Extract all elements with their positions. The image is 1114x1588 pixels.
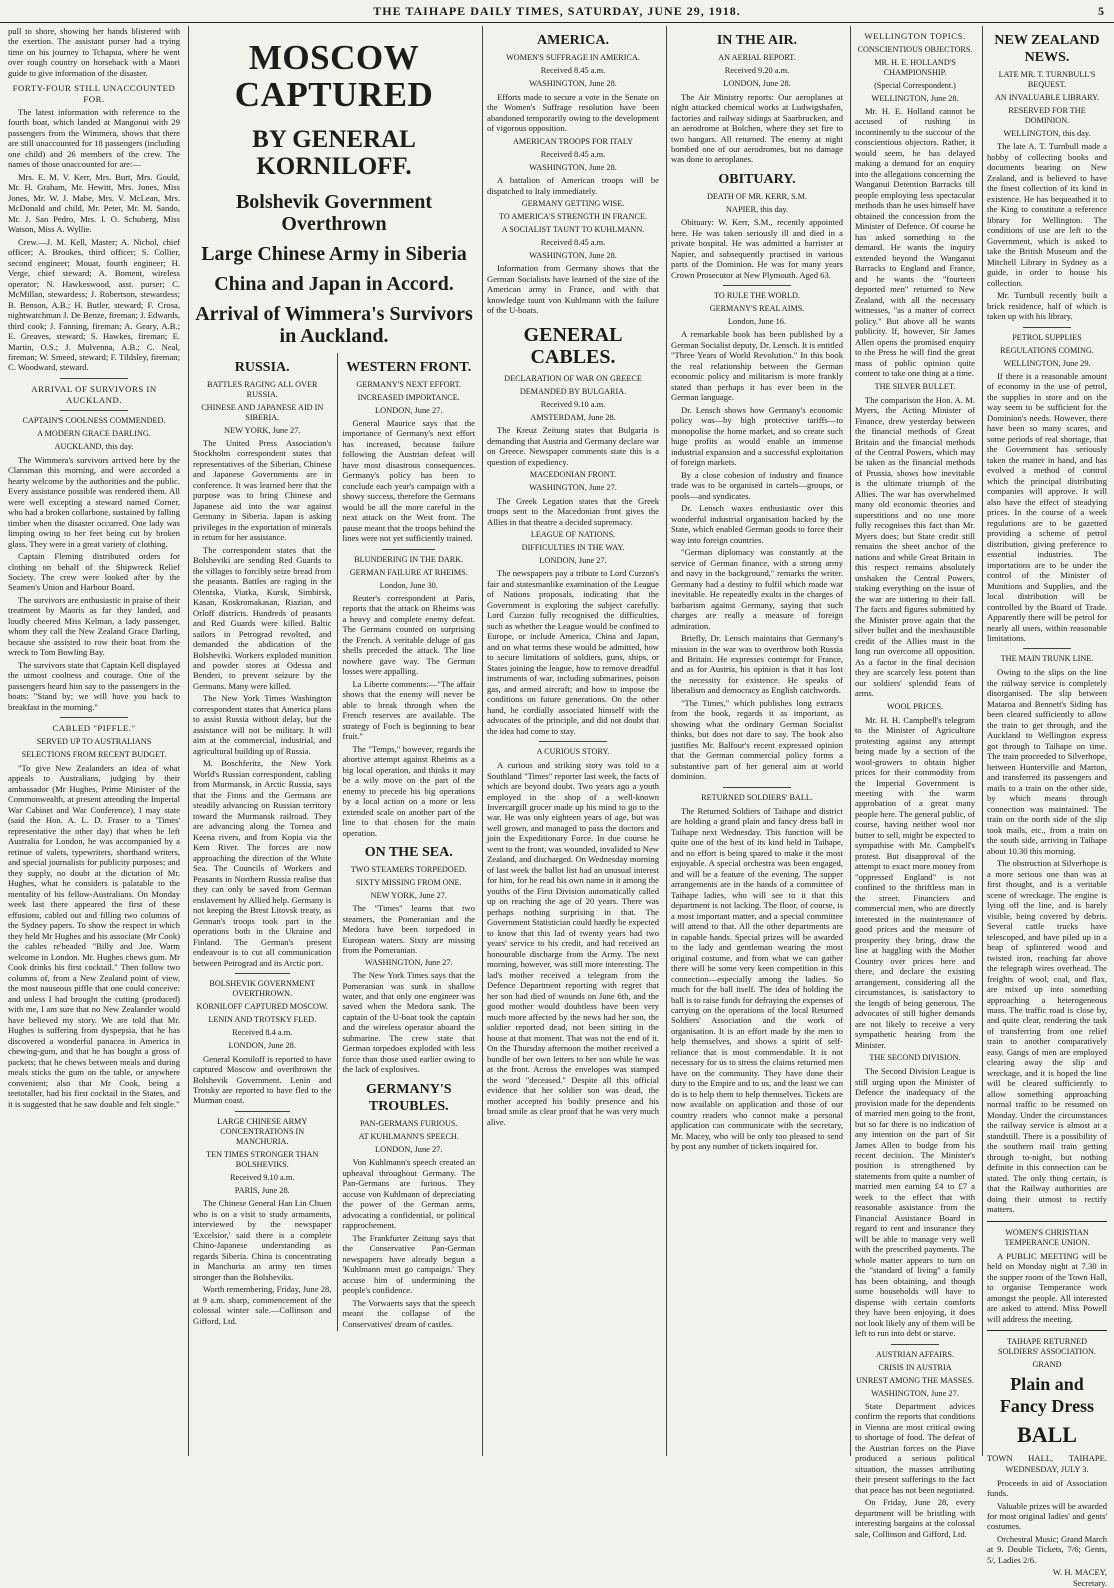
- page-number: 5: [1098, 4, 1104, 18]
- dateline: LONDON, June 28.: [228, 1041, 296, 1051]
- dateline: LONDON, June 28.: [723, 79, 791, 89]
- article-text: General Korniloff is reported to have captured Moscow and overthrown the Bolshevik Government. Lenin and Trotsky are reported to have fled to the Murman coast.: [193, 1053, 332, 1106]
- column-4: [666, 26, 847, 1456]
- sub-heading: TO RULE THE WORLD.: [714, 291, 800, 301]
- article-text: pull to shore, showing her hands blistered with the exertion. The assistant purser had a trying time on his journey to Tchapua, where he went over rough country on horseback with a Maori guide to give information of the disaster.: [8, 26, 180, 78]
- article-text: The Second Division League is still urging upon the Minister of Defence the inadequacy of the provision made for the dependents of married men going to the front, but so far there is no indication of any intention on the part of Sir James Allen to budge from his recent decision. The Minister's position is strengthened by statements from quite a number of married men earning £4 to £7 a week to the effect that with reasonable assistance from the Financial Assistance Board in regard to rent and insurance they will be able to manage very well with the prescribed payments. The whole matter appears to turn on the "standard of living" a family has been obtaining, and though some households will have to dispense with certain comforts they have been enjoying, it does not look likely any of them will be left to run into debt or starve.: [855, 1066, 975, 1339]
- sub-heading: THE MAIN TRUNK LINE.: [1000, 654, 1094, 664]
- dateline: WELLINGTON, June 29.: [1003, 358, 1091, 368]
- sub-columns: [193, 353, 475, 1332]
- column-2: [188, 26, 479, 1456]
- received-time: Received 8.4 a.m.: [232, 1028, 293, 1038]
- section-heading: ARRIVAL OF SURVIVORS IN AUCKLAND.: [31, 383, 157, 405]
- section-heading: CABLED "PIFFLE.": [52, 723, 136, 734]
- sub-heading: SIXTY MISSING FROM ONE.: [355, 878, 462, 888]
- dateline: LONDON, June 27.: [375, 405, 443, 415]
- article-text: Dr. Lensch waxes enthusiastic over this wonderful industrial organisation backed by the State, which enabled German goods to force their way into foreign countries.: [671, 503, 843, 545]
- article-text: The Chinese General Han Lin Chuen who is on a visit to study armaments, interviewed by the newspaper 'Excelsior,' said there is a complete Chino-Japanese understanding as regards Siberia. China is concentrating in Manchuria an army ten times stronger than the Bolsheviks.: [193, 1198, 332, 1282]
- article-text: Efforts made to secure a vote in the Senate on the Women's Suffrage resolution have been abandoned temporarily owing to the development of vigorous opposition.: [487, 91, 659, 134]
- divider: [60, 717, 129, 718]
- dateline: LONDON, June 27.: [375, 1145, 443, 1155]
- article-text: A curious and striking story was told to a Southland "Times" reporter last week, the facts of which are beyond doubt. Two years ago a youth employed in the shop of a well-known Invercargill grocer made up his mind to go to the war. He was only eighteen years of age, but was well grown, and managed to pass the doctors and join the Expeditionary Force. In due course he went to the front, was wounded, invalided to New Zealand, and discharged. On Wednesday morning of last week the ballot list had an unusual interest for him, for he read his own name in it among the youths of the First Division automatically called up on reaching the age of 20 years. There was perhaps nothing surprising in that. The Government Statistician could hardly be expected to know that this lad of twenty years had two years' service to his credit, and had received an honourable discharge from the Army. The next morning, however, was still more interesting. The lad's mother received a telegram from the Defence Department reporting with regret that her son had died of wounds on June 6th, and the good mother would doubtless have been very much more affected by the news had her son, the soldier reported dead, not been sitting in the house at that moment. That was not the end of it. On the Thursday afternoon the mother received a bundle of her own letters to her son while he was at the front. Across the envelopes was stamped the word "deceased." Despite all this official evidence that her soldier son was dead, the mother accepted his bodily presence and his broad smile as clear proof that he was very much alive.: [487, 760, 659, 1127]
- article-text: A remarkable book has been published by a German Socialist deputy, Dr. Lensch. It is entitled "Three Years of World Revolution." In this book the real relationship between the German economic policy and militarism is more frankly stated than perhaps it has ever been in the German language.: [671, 329, 843, 403]
- sub-heading: MACEDONIAN FRONT.: [529, 470, 617, 480]
- article-text: Obituary: W. Kerr, S.M., recently appointed here. He was taken seriously ill and died in a private hospital. He was admitted a barrister at Napier, and subsequently practised in various parts of the Dominion. He was for many years Crown Prosecutor at New Plymouth. Aged 63.: [671, 217, 843, 280]
- venue-word: TAIHAPE.: [1068, 1452, 1107, 1463]
- dateline: WASHINGTON, June 27.: [871, 1388, 959, 1398]
- received-time: Received 8.45 a.m.: [540, 149, 606, 159]
- article-text: Mr. H. E. Holland cannot be accused of rushing in incontinently to the succour of the conscientious objectors. Rather, it would seem, he has delayed making a demand for an enquiry into the allegations concerning the Wanganui Detention Barracks till people employing less spectacular methods than he uses himself have obtained the concession from the Minister of Defence. Of course he has asked something to the demand. He wants the inquiry extended beyond the Wanganui Barracks to England and France, and he wants the "fourteen deported men" returned to New Zealand, with all the necessary witnesses, "as a matter of correct policy." But above all he wants publicity. If, however, Sir James Allen opens the promised enquiry to the Press he will find the great mass of public opinion quite content to take one thing at a time.: [855, 105, 975, 379]
- sub-heading: DEATH OF MR. KERR, S.M.: [706, 192, 808, 202]
- newspaper-columns: [4, 26, 1110, 1588]
- received-time: Received 9.10 a.m.: [230, 1172, 295, 1182]
- dateline: NEW YORK, June 27.: [370, 891, 447, 901]
- sub-heading: AT KUHLMANN'S SPEECH.: [358, 1132, 459, 1142]
- section-heading: WESTERN FRONT.: [346, 359, 472, 375]
- dateline: WASHINGTON, June 28.: [529, 162, 617, 172]
- article-text: The "Times" learns that two steamers, the Pomeranian and the Medora have been torpedoed in European waters. Sixty are missing from the Pomeranian.: [342, 903, 475, 956]
- sub-heading: INCREASED IMPORTANCE.: [357, 392, 460, 402]
- divider: [235, 1111, 290, 1112]
- divider: [60, 378, 129, 379]
- article-text: Dr. Lensch shows how Germany's economic policy was—by high protective tariffs—to monopolise the home market, and so create such huge profits as would enable an immense industrial expansion and a successful exploitation of foreign markets.: [671, 404, 843, 468]
- dateline: AUCKLAND, this day.: [54, 442, 134, 452]
- advert-signature: W. H. MACEY,: [1052, 1567, 1107, 1578]
- sub-heading: LARGE CHINESE ARMY CONCENTRATIONS IN MANCHURIA.: [217, 1116, 308, 1146]
- sub-heading: LENIN AND TROTSKY FLED.: [208, 1015, 317, 1025]
- divider: [60, 410, 129, 411]
- section-heading: ON THE SEA.: [364, 845, 453, 861]
- received-time: Received 9.10 a.m.: [540, 399, 606, 409]
- article-text: The survivors are enthusiastic in praise of their treatment by Maoris as far they landed, and loudly cheered Miss Kelman, a lady passenger, whom they call the New Zealand Grace Darling, because she assisted to row their boat from the wreck to Tom Bowling Bay.: [8, 594, 180, 658]
- sub-heading: CHINESE AND JAPANESE AID IN SIBERIA.: [201, 402, 324, 422]
- section-heading: AMERICA.: [537, 33, 609, 48]
- article-text: The obstruction at Silverhope is a more serious one than was at first thought, and is a veritable scene of wreckage. The engine is lying off the line, and is barely visible, being covered by debris. Several cattle trucks have telescoped, and have piled up in a heap of splintered wood and twisted iron, reaching far above the telegraph wires overhead. The freights of wool, coal, and flax, are mixed up into something approaching a heterogeneous mass. The traffic road is close by, and quite clear, rendering the task of transferring from one relief train to another comparatively easy. Gangs of men are employed clearing away the slip and wreckage, and it is hoped the line will be cleared sufficiently to allow something approaching normal traffic to be resumed on Monday. Under the circumstances the railway service is almost at a standstill. There is a possibility of the southern mail train getting through to-night, but nothing definite in this connection can be stated. The only thing certain, is that the Railway authorities are doing their utmost to rectify matters.: [987, 858, 1107, 1215]
- advert-date: WEDNESDAY, JULY 3.: [1005, 1465, 1089, 1475]
- sub-heading: GERMANY'S NEXT EFFORT.: [356, 379, 462, 389]
- sub-heading: A CURIOUS STORY.: [536, 747, 610, 757]
- sub-heading: THE SECOND DIVISION.: [869, 1053, 961, 1063]
- sub-heading: RETURNED SOLDIERS' BALL.: [701, 792, 813, 802]
- headline-deck: China and Japan in Accord.: [214, 272, 454, 295]
- sub-heading: PAN-GERMANS FURIOUS.: [359, 1119, 458, 1129]
- dateline: WASHINGTON, June 28.: [529, 251, 617, 261]
- article-text: Von Kuhlmann's speech created an upheaval throughout Germany. The Pan-Germans are furious. They accuse von Kuhlmann of depreciating the power of the German arms, advocating a confidential, or political rapprochement.: [342, 1157, 475, 1231]
- sub-heading: CRISIS IN AUSTRIA: [878, 1362, 952, 1372]
- article-text: General Maurice says that the importance of Germany's next effort has increased, because failure following the Austrian defeat will have most disastrous consequences. Germany's policy has been to conclude each year's campaign with a showy success, therefore the Germans would be all the more careful in the next attack on the West front. The pause meant that the troops behind the lines were not yet sufficiently trained.: [342, 417, 475, 544]
- divider: [539, 741, 608, 742]
- sub-heading: CAPTAIN'S COOLNESS COMMENDED.: [22, 416, 166, 426]
- divider: [1023, 327, 1071, 328]
- article-text: Information from Germany shows that the German Socialists have learned of the size of the American army in France, and with that knowledge taunt von Kuhlmann with the failure of the U-boats.: [487, 263, 659, 316]
- received-time: Received 8.45 a.m.: [540, 66, 606, 76]
- article-text: Mr. Turnbull recently built a brick residence, half of which is taken up with his library.: [987, 290, 1107, 322]
- section-heading: GERMANY'S TROUBLES.: [365, 1081, 452, 1114]
- sub-heading: A MODERN GRACE DARLING.: [37, 429, 151, 439]
- sub-heading: TWO STEAMERS TORPEDOED.: [350, 865, 467, 875]
- dateline: PARIS, June 28.: [234, 1186, 290, 1196]
- dateline: NEW YORK, June 27.: [223, 425, 301, 435]
- headline-deck: BY GENERAL KORNILOFF.: [252, 125, 416, 180]
- dateline: London, June 16.: [727, 317, 787, 327]
- article-text: The correspondent states that the Bolsheviki are sending Red Guards to the villages to forcibly seize bread from the peasants. Battles are raging in the Olentska, Viatka, Kursk, Simbirsk, Kasan, Koskromakasan, Riazian, and Orloff districts. Hundreds of peasants and Red Guards were killed. Baltic sailors in Petrograd revolted, and demanded the abdication of the Bolsheviki. Workers exploded munition and powder stores at Odessa and Benderi, to prevent seizure by the Germans. Many were killed.: [193, 544, 332, 691]
- venue-word: HALL,: [1028, 1452, 1054, 1463]
- article-text: A PUBLIC MEETING will be held on Monday night at 7.30 in the supper room of the Town Hall, to organise Temperance work amongst the people. All interested are asked to attend. Miss Powell will address the meeting.: [987, 1250, 1107, 1324]
- divider: [1023, 648, 1071, 649]
- article-text: The Returned Soldiers of Taihape and district are holding a grand plain and fancy dress ball in Taihape next Wednesday. This function will be quite one of the best of its kind held in Taihape, and no effort is being spared to make it the most enjoyable. A special orchestra was been engaged, and will be a feature of the evening. The supper arrangements are in the hands of a committee of Taihape ladies, who will see to it that this department is not lacking. The floor, of course, is a most important matter, and a special committee will attend to that. All the other departments are in capable hands. Special prizes will be awarded to the lady and gentleman wearing the most original costume, and from what we can gather there will be some very keen competition in this connection—especially among the ladies. So much for the ball itself. The idea of holding the ball is to raise funds for defraying the expenses of carrying on the operations of the local Returned Soldiers' Association and the work of organisation. It is an effort made by the men to help themselves, and shows a spirit of self-reliance that is most commendable. It is not necessary for us to stress the claims returned men have on the community. They have done their duty to the Empire and to us, and the least we can do is to help them to help themselves. Tickets are now available on application and those of our country readers who cannot make a personal application can communicate with the secretary, Mr. Macey, who will be only too pleased to send by post any number of tickets inquired for.: [671, 805, 843, 1152]
- sub-heading: CONSCIENTIOUS OBJECTORS.: [857, 44, 973, 54]
- newspaper-title: THE TAIHAPE DAILY TIMES, SATURDAY, JUNE 29, 1918.: [373, 4, 741, 18]
- received-time: Received 9.20 a.m.: [724, 66, 790, 76]
- article-text: The late A. T. Turnbull made a hobby of collecting books and documents bearing on New Zealand, and is believed to have the finest collection of its kind in existence. He has bequeathed it to the King to constitute a reference library for Wellington. The conditions of use are left to the Government, which is asked to take the British Museum and the Mitchell Library in Sydney as a guide, in order to house his collection.: [987, 141, 1107, 288]
- sub-heading: REGULATIONS COMING.: [1000, 345, 1094, 355]
- section-heading: NEW ZEALAND NEWS.: [994, 33, 1100, 66]
- sub-heading: WOOL PRICES.: [886, 701, 944, 711]
- sub-heading: AMERICAN TROOPS FOR ITALY: [512, 136, 634, 146]
- section-heading: FORTY-FOUR STILL UNACCOUNTED FOR.: [12, 83, 176, 105]
- sub-heading: THE SILVER BULLET.: [874, 381, 956, 391]
- advert-banner: Plain and Fancy Dress: [999, 1374, 1095, 1417]
- advert-text: Orchestral Music; Grand March at 9. Double Tickets, 7/6; Gents, 5/, Ladies 2/6.: [987, 1533, 1108, 1565]
- dateline: NAPIER, this day.: [725, 205, 789, 215]
- article-text: Mrs. E. M. V. Kerr, Mrs. Burt, Mrs. Gould, Mr. H. Graham, Mr. Hewitt, Mrs. Jones, Miss Jones, Mr. W. J. Mabe, Mrs. V. McLean, Mrs. McDonald and child, Mr. Peter, Mr. M. Sando, Mr. J. San Pedro, Mrs. I. O. Schuberg, Miss Watson, Miss A. Wyllie.: [8, 171, 180, 235]
- column-5: [850, 26, 979, 1539]
- article-text: The latest information with reference to the fourth boat, which landed at Mangonui with 29 passengers from the Wimmera, shows that there are still unaccounted for 18 passengers (including one child) and 26 members of the crew. The names of those unaccounted for are:—: [8, 106, 180, 170]
- headline-deck: Large Chinese Army in Siberia: [201, 242, 467, 265]
- received-time: Received 8.45 a.m.: [540, 237, 606, 247]
- headline: MOSCOW CAPTURED: [234, 38, 434, 114]
- article-text: The United Press Association's Stockholm correspondent states that representatives of the Siberian, Chinese and Japanese Governments are in conference. It was learned here that the purpose was to bring Chinese and Japanese aid into the war against Germany in Siberia. Japan is asking privileges in the exportation of minerals in return for her assistance.: [193, 437, 332, 543]
- dateline: AMSTERDAM, June 28.: [530, 413, 616, 423]
- sub-heading: DIFFICULTIES IN THE WAY.: [521, 543, 625, 553]
- section-heading: RUSSIA.: [234, 359, 290, 375]
- divider: [723, 787, 792, 788]
- article-text: The Frankfurter Zeitung says that the Conservative Pan-German newspapers have already begun a 'Kuhlmann must go campaign.' They accuse him of undermining the people's confidence.: [342, 1232, 475, 1296]
- sub-heading: TO AMERICA'S STRENGTH IN FRANCE.: [498, 211, 648, 221]
- article-text: The survivors state that Captain Kell displayed the utmost coolness and courage. One of the passengers heard him say to the passengers in the boats: "Stand by; we will have you back to breakfast in the morning.": [8, 659, 180, 712]
- sub-heading: AUSTRIAN AFFAIRS.: [875, 1349, 955, 1359]
- sub-heading: LEAGUE OF NATIONS.: [530, 530, 616, 540]
- sub-heading: SELECTIONS FROM RECENT BUDGET.: [21, 750, 167, 759]
- advert-text: Proceeds in aid of Association funds.: [987, 1477, 1107, 1499]
- sub-heading: DECLARATION OF WAR ON GREECE: [504, 373, 642, 383]
- sub-heading: RESERVED FOR THE DOMINION.: [1008, 106, 1086, 126]
- section-heading: OBITUARY.: [718, 171, 796, 187]
- divider: [891, 1344, 939, 1345]
- western-front-article: [337, 353, 475, 1332]
- headline-deck: Bolshevik Government Overthrown: [235, 190, 433, 235]
- sub-heading: WOMEN'S CHRISTIAN TEMPERANCE UNION.: [1004, 1227, 1090, 1247]
- article-text: "The Times," which publishes long extracts from the book, regards it as important, as showing what the ordinary German Socialist thinks, but does not dare to say. The book also justifies Mr. Balfour's recent expressed opinion that the German commercial policy forms a substantive part of her general aim at world dominion.: [671, 697, 843, 782]
- sub-heading: WOMEN'S SUFFRAGE IN AMERICA.: [506, 53, 640, 63]
- sub-heading: GERMANY GETTING WISE.: [521, 198, 625, 208]
- article-text: Captain Fleming distributed orders for clothing on behalf of the Shipwreck Relief Society. The crew were looked after by the Seamen's Union and Harbour Board.: [8, 551, 180, 593]
- article-text: La Liberte comments:—"The affair shows that the enemy will never be able to break through when the French reserves are available. The strategy of Foch is beginning to bear fruit.": [342, 678, 475, 742]
- sub-heading: PETROL SUPPLIES: [1012, 332, 1082, 342]
- sub-heading: A SOCIALIST TAUNT TO KUHLMANN.: [501, 224, 645, 234]
- article-text: Reuter's correspondent at Paris, reports that the attack on Rheims was a heavy and complete enemy defeat. The Germans counted on surprising the French. A veritable deluge of gas shells preceded the attack. The line nowhere gave way. The German losses were appalling.: [342, 592, 475, 677]
- article-text: Owing to the slips on the line the railway service is completely disorganised. The slip between Mataroa and Bennett's Siding has been cleared sufficiently to allow the train to get through, and the Auckland to Wellington express got through to Taihape on time. The train proceeded to Silverhope, between Hunterville and Marton, and transferred its passengers and mails to a train on the other side, by which means through connection was maintained. The train on the north side of the slip took mails, etc., from a train on the south side, arriving in Taihape about 10.30 this morning.: [987, 667, 1107, 856]
- article-text: "German diplomacy was constantly at the service of German finance, with a strong army and navy in the background," remarks the writer. Germany had a destiny to fulfil which made war inevitable. He repeatedly exults in the charges of barbarism against Germany, saying that such charges are really a measure of foreign admiration.: [671, 547, 843, 631]
- article-text: Crew.—J. M. Kell, Master; A. Nichol, chief officer; A. Brookes, third officer; S. Collier, second engineer; Mouat, fourth engineer; H. Verge, chief steward; A. Boment, wireless operator; N. Hawkeswood, asst. purser; C. McMillan, stewardess; J. Robertson, stewardess; B. Benson, A.B.; H. Butler, steward; F. Crosa, nightwatchman J. De Benze, fireman; J. Edwards, third cook; J. Fanning, fireman; A. Geary, A.B.; E. Greaves, steward; S. Hawkes, fireman; E. Martin, O.S.; J. Mulvenna, A.B.; C. Neal, fireman; W. Smeed, steward; F. Tildsley, fireman; C. Woodward, steward.: [8, 236, 180, 373]
- advert-heading: GRAND: [1032, 1360, 1062, 1370]
- divider: [235, 973, 290, 974]
- section-heading: GENERAL CABLES.: [523, 323, 623, 368]
- sub-heading: SERVED UP TO AUSTRALIANS: [36, 737, 152, 746]
- article-text: The New York Times says that the Pomeranian was sunk in shallow water, and that only one engineer was saved when the Medora sank. The captain of the U-boat took the captain and the wireless operator aboard the submarine. The crew state that German torpedoes exploded with less force than those used earlier owing to the lack of explosives.: [342, 970, 475, 1075]
- article-text: If there is a reasonable amount of economy in the use of petrol, the supplies in store and on the way seem to be sufficient for the Dominion's needs. However, there have been so many scares, and some periods of real shortage, that the Government has seriously taken the matter in hand, and has evolved a method of control which the principal distributing companies will approve. It will also have the effect of steadying prices. In the course of a week regulations are to be gazetted providing a scheme of petrol distribution, giving preference to essential industries. The importations are to be under the control of the Minister of Munitions and Supplies, and the local distribution will be controlled by the Board of Trade. Apparently there will be petrol for nearly all users, within reasonable limitations.: [987, 370, 1107, 643]
- divider: [382, 549, 435, 550]
- dateline: WELLINGTON, June 28.: [871, 93, 959, 103]
- article-text: M. Boschferitz, the New York World's Russian correspondent, cabling from Murmansk, in Arctic Russia, says that the Finns and the Germans are steadily advancing on Russian territory toward the Murmansk railroad. They are advancing along the Tornea and Keena rivers, and from Kopia via the Kem River. The forces are now approaching the direction of the White Sea. The Councils of Workers and Peasants in Northern Russia realise that they can only be saved from German enslavement by Allied help. Germany is not keeping the Brest Litovsk treaty, as German's troops took part in the operations both in the Ukraine and Finland. The German's present endeavour is to cut all communication between Petrograd and its Arctic port.: [193, 758, 332, 968]
- russia-article: [193, 353, 331, 1332]
- article-text: The Air Ministry reports: Our aeroplanes at night attacked chemical works at Ludwigshafen, factories and railway sidings at Saarbrucken, and an aerodrome at Bolchen, where they set fire to two hangars. All returned. The enemy at night bombed one of our aerodromes, but no damage was done to aeroplanes.: [671, 91, 843, 165]
- dateline: WELLINGTON, this day.: [1003, 129, 1091, 139]
- article-text: The New York Times Washington correspondent states that America plans to assist Russia without delay, but the assistance will not be military. It will aim at the commercial, industrial, and agricultural building up of Russia.: [193, 693, 332, 756]
- article-text: The Greek Legation states that the Greek troops sent to the Macedonian front gives the Allies in that theatre a decided supremacy.: [487, 495, 659, 527]
- advert-signature: Secretary.: [1072, 1577, 1107, 1588]
- article-text: Mr. H. H. Campbell's telegram to the Minister of Agriculture protesting against any attempt being made by a section of the wool-growers to obtain higher prices for their commodity from the Imperial Government is meeting with the warm approbation of a great many people here. The general public, of course, having neither wool nor butter to sell, might be expected to sympathise with Mr. Campbell's protest. But disapproval of the attempt to exact more money from "oppressed England" is not confined to the thriftless man in the street. Financiers and commercial men, who are directly interested in the maintenance of good prices and the measure of prosperity they bring, draw the line at haggling with the Mother Country over prices here and there, and declare the existing arrangement, considering all the circumstances, is satisfactory to the length of being generous. The advocates of still higher demands are not likely to receive a very sympathetic hearing from the Minister.: [855, 714, 975, 1050]
- article-text: The Vorwaerts says that the speech meant the collapse of the Conservatives' dream of castles.: [342, 1297, 475, 1329]
- article-text: State Department advices confirm the reports that conditions in Vienna are most critical owing to shortage of food. The defeat of the Austrian forces on the Piave produced a serious political situation, the masses attributing their present sufferings to the fact that peace has not been negotiated.: [855, 1400, 975, 1495]
- section-heading: WELLINGTON TOPICS.: [864, 31, 966, 41]
- venue-word: TOWN: [987, 1452, 1013, 1463]
- article-text: Briefly, Dr. Lensch maintains that Germany's mission in the war was to overthrow both Russia and Britain. He expresses contempt for France, and as for Austria, his opinion is that it has lost the necessity for existence. He speaks of liberalism and democracy as English catchwords.: [671, 633, 843, 696]
- sub-heading: UNREST AMONG THE MASSES.: [856, 1375, 974, 1385]
- sub-heading: BATTLES RAGING ALL OVER RUSSIA.: [207, 379, 318, 399]
- dateline: LONDON, June 27.: [539, 556, 607, 566]
- sub-heading: TEN TIMES STRONGER THAN BOLSHEVIKS.: [206, 1149, 319, 1169]
- advert-banner: BALL: [1017, 1421, 1077, 1447]
- divider: [723, 285, 792, 286]
- article-text: The "Temps," however, regards the abortive attempt against Rheims as a big local operation, and thinks it may be a wily move on the part of the enemy to precede his big operations by a local action on a more or less extended scale on another part of the line to that chosen for the main operation.: [342, 743, 475, 838]
- correspondent-note: (Special Correspondent.): [874, 80, 956, 90]
- divider: [987, 1330, 1107, 1331]
- sub-heading: AN INVALUABLE LIBRARY.: [994, 93, 1100, 103]
- dateline: WASHINGTON, June 27.: [529, 483, 617, 493]
- sub-heading: BOLSHEVIK GOVERNMENT OVERTHROWN.: [209, 979, 316, 999]
- dateline: WASHINGTON, June 27.: [364, 957, 453, 967]
- sub-heading: GERMAN FAILURE AT RHEIMS.: [349, 567, 468, 577]
- masthead: [0, 0, 1114, 23]
- sub-heading: KORNILOFF CAPTURED MOSCOW.: [196, 1002, 328, 1012]
- article-text: A battalion of American troops will be dispatched to Italy immediately.: [487, 175, 659, 196]
- advert-venue: [987, 1453, 1107, 1463]
- ball-advert: [987, 1337, 1107, 1588]
- sub-heading: MR. H. E. HOLLAND'S CHAMPIONSHIP.: [874, 57, 956, 77]
- article-text: "To give New Zealanders an idea of what appeals to Australians, judging by their ambassador (Mr Hughes, Prime Minister of the Commonwealth, at present attending the Imperial War Cabinet and War Conference), I may state (said the Hon. A. L. D. Fraser to a 'Times' representative the other day) that when he left Australia for London, he was accompanied by a retinue of valets, typewriters, shorthand writers, and special journalists for publicity purposes; and they supply, no doubt at the dictation of Mr. Hughes, what he considers is palatable to the mentality of his fellow-Australians. On Monday week last there appeared the first of these effusions, cabled out and filling two columns of the Sydney papers. To show the respect in which they held Mr Hughes and his associate (Mr Cook) the cables re'headed "Billy and Joe. Warm welcome in London. Mr. Hughes chews gum. Mr Cook drinks his first cocktail." Then follow two columns of, from a New Zealand point of view, the most nauseous piffle that one could conceive: and unless I had brought the cutting (produced) with me, I am sure that no New Zealander would have believed my story. We are told that Mr. Hughes is suffering from dyspepsia, that he has discovered a wonderful panacea in America in chewing-gum, and that he has bought a gross of packets; that he chews between meals and during meals sticks the gum on the table, or anywhere convenient; also that Mr Cook, being a teetotaller, had his first cocktail in the States, and it is suggested that he saw double and felt single.": [8, 763, 180, 1109]
- advert-heading: TAIHAPE RETURNED SOLDIERS' ASSOCIATION.: [998, 1337, 1096, 1357]
- advert-text: On Friday, June 28, every department will be bristling with interesting bargains at the colossal sale, Collinson and Gifford, Ltd.: [855, 1497, 975, 1539]
- article-text: The newspapers pay a tribute to Lord Curzon's fair and statesmanlike examination of the League of Nations proposals, indicating that the Government is exploring the subject carefully. Lord Curzon fully recognised the difficulties, such as whether the League would be confined to Europe, or include America, China and Japan, and on what terms these would be admitted, how to secure limitations of soldiers, guns, ships, or States joining the league, how to remove dreadful instruments of war, including submarines, poison gas, and armed aircraft; and how to impose the conditions on future generations. On the other hand, he cordially associated himself with the advocates of the principle, and did not doubt that the idea had come to stay.: [487, 568, 659, 736]
- dateline: WASHINGTON, June 28.: [529, 79, 617, 89]
- article-text: By a close cohesion of industry and finance trade was to be organised in cartels—groups, or pools—and syndicates.: [671, 469, 843, 501]
- headline-deck: Arrival of Wimmera's Survivors in Auckland.: [195, 302, 473, 347]
- section-heading: IN THE AIR.: [716, 33, 798, 48]
- advert-text: Valuable prizes will be awarded for most original ladies' and gents' costumes.: [987, 1500, 1107, 1532]
- sub-heading: DEMANDED BY BULGARIA.: [519, 386, 627, 396]
- column-3: [482, 26, 663, 1456]
- column-1: [4, 26, 184, 1456]
- divider: [987, 1221, 1107, 1222]
- sub-heading: BLUNDERING IN THE DARK.: [354, 554, 464, 564]
- sub-heading: LATE MR. T. TURNBULL'S BEQUEST.: [998, 70, 1096, 90]
- sub-heading: AN AERIAL REPORT.: [718, 53, 796, 63]
- dateline: London, June 30.: [379, 580, 438, 590]
- article-text: The Kreuz Zeitung states that Bulgaria is demanding that Austria and Germany declare war on Greece. Newspaper comments state this is a question of expediency.: [487, 425, 659, 467]
- column-6: [982, 26, 1111, 1588]
- advert-text: Worth remembering, Friday, June 28, at 9 a.m. sharp, commencement of the colossal winter sale.—Collinson and Gifford, Ltd.: [193, 1284, 332, 1326]
- article-text: The Wimmera's survivors arrived here by the Clansman this morning, and were accorded a hearty welcome by the authorities and the public. Every assistance possible was rendered them. All were well excepting a steward named Corner, who had a broken collarbone, sustained by falling timber when the disaster occurred. One lady was limping owing to her feet being cut by broken glass. They were in a great variety of clothing.: [8, 454, 180, 549]
- sub-heading: GERMANY'S REAL AIMS.: [709, 304, 805, 314]
- article-text: The comparison the Hon. A. M. Myers, the Acting Minister of Finance, drew yesterday between the financial methods of Great Britain and the financial methods of the Central Powers, which may be taken as the financial methods of Prussia, shows how inevitable is the ultimate triumph of the Allies. The war has overwhelmed many old economic theories and superstitions and no one more fully recognises this fact than Mr. Myers does; but State credit still remains the sheet anchor of the nations and while Great Britain in this respect remains absolutely unshaken the Central Powers, staking everything on the issue of the war are tottering to their fall. The facts and figures submitted by the Minister prove again that the silver bullet and the inexhaustible credit of the Allies must in the long run overcome all opposition. As a factor in the final decision they are scarcely less potent than our soldiers' splendid feats of arms.: [855, 394, 975, 699]
